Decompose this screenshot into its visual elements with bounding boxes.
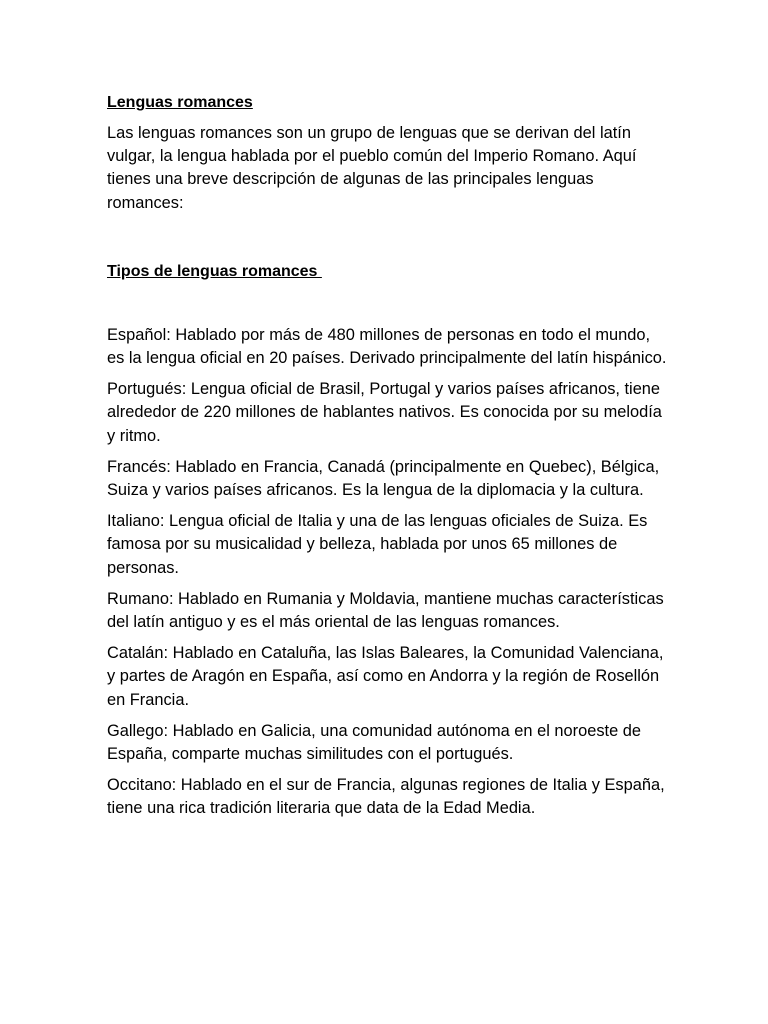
intro-paragraph: Las lenguas romances son un grupo de lenguas que se derivan del latín vulgar, la lengua hablada por el pueblo común del Imperio Romano. Aquí tienes una breve descripción de algunas de las principales lenguas romances: (107, 124, 637, 212)
language-paragraph-portugues: Portugués: Lengua oficial de Brasil, Portugal y varios países africanos, tiene alrededor de 220 millones de hablantes nativos. Es conocida por su melodía y ritmo. (107, 380, 662, 445)
language-paragraph-frances: Francés: Hablado en Francia, Canadá (principalmente en Quebec), Bélgica, Suiza y varios países africanos. Es la lengua de la diplomacia y la cultura. (107, 457, 660, 500)
document-title: Lenguas romances (107, 94, 253, 111)
section-heading: Tipos de lenguas romances (107, 262, 322, 280)
document-body (107, 91, 667, 829)
language-paragraph-espanol: Español: Hablado por más de 480 millones de personas en todo el mundo, es la lengua oficial en 20 países. Derivado principalmente del latín hispánico. (107, 325, 667, 368)
language-paragraph-occitano: Occitano: Hablado en el sur de Francia, algunas regiones de Italia y España, tiene una rica tradición literaria que data de la Edad Media. (107, 776, 665, 818)
language-paragraph-gallego: Gallego: Hablado en Galicia, una comunidad autónoma en el noroeste de España, comparte muchas similitudes con el portugués. (107, 721, 641, 764)
language-paragraph-italiano: Italiano: Lengua oficial de Italia y una de las lenguas oficiales de Suiza. Es famosa por su musicalidad y belleza, hablada por unos 65 millones de personas. (107, 512, 648, 577)
language-paragraph-catalan: Catalán: Hablado en Cataluña, las Islas Baleares, la Comunidad Valenciana, y partes de Aragón en España, así como en Andorra y la región de Rosellón en Francia. (107, 644, 664, 709)
language-paragraph-rumano: Rumano: Hablado en Rumania y Moldavia, mantiene muchas características del latín antiguo y es el más oriental de las lenguas romances. (107, 589, 664, 632)
